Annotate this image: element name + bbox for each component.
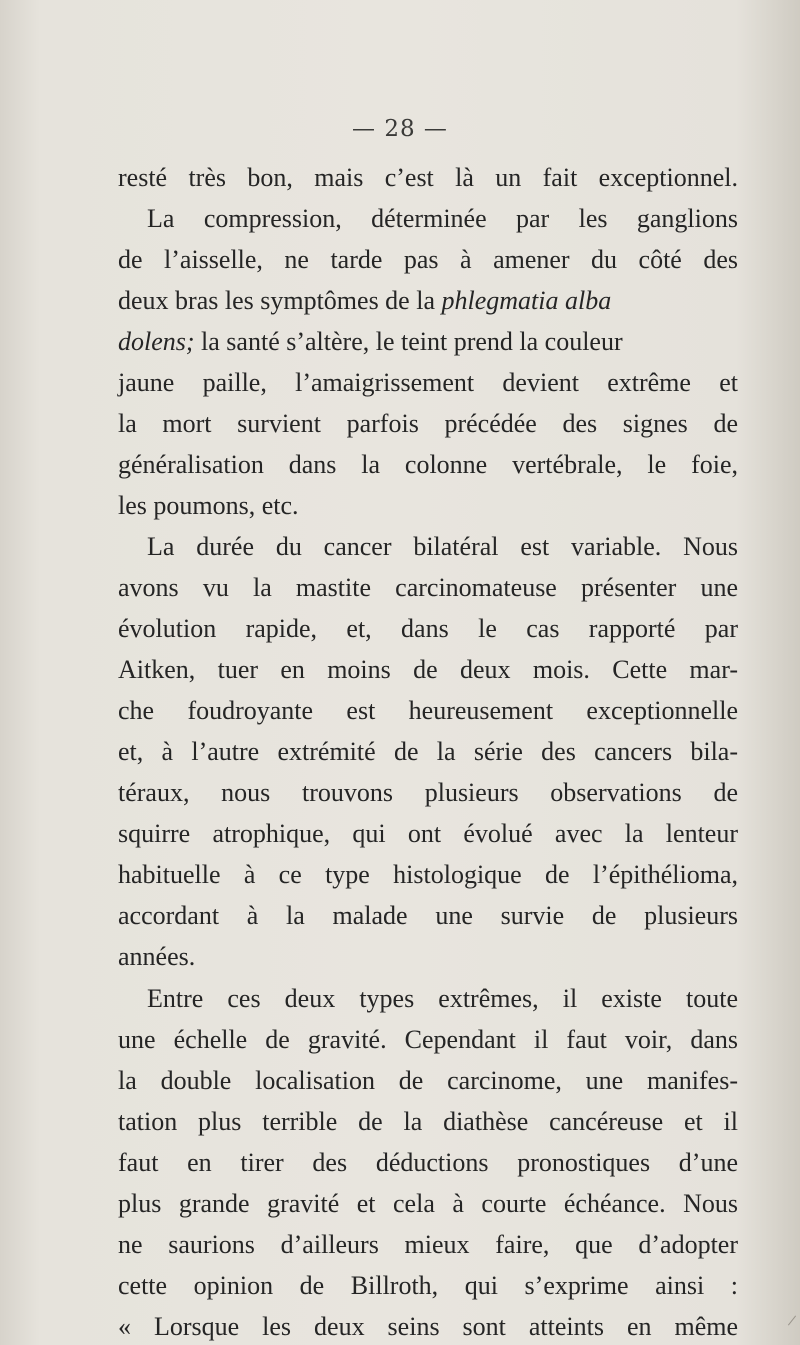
text-line: ne saurions d’ailleurs mieux faire, que d’adopter bbox=[118, 1230, 738, 1259]
text-line: accordant à la malade une survie de plusieurs bbox=[118, 901, 738, 930]
text-line: la mort survient parfois précédée des signes de bbox=[118, 409, 738, 438]
text-line: téraux, nous trouvons plusieurs observations de bbox=[118, 778, 738, 807]
text-line: La durée du cancer bilatéral est variable. Nous bbox=[147, 532, 738, 561]
text-line: les poumons, etc. bbox=[118, 491, 299, 520]
text-line: che foudroyante est heureusement exceptionnelle bbox=[118, 696, 738, 725]
text-line: faut en tirer des déductions pronostiques d’une bbox=[118, 1148, 738, 1177]
text-segment: la santé s’altère, le teint prend la couleur bbox=[194, 327, 623, 356]
text-line: une échelle de gravité. Cependant il faut voir, dans bbox=[118, 1025, 738, 1054]
text-line: évolution rapide, et, dans le cas rapporté par bbox=[118, 614, 738, 643]
text-line bbox=[118, 324, 738, 360]
text-line: resté très bon, mais c’est là un fait exceptionnel. bbox=[118, 163, 738, 192]
italic-term: dolens; bbox=[118, 327, 195, 356]
text-line: généralisation dans la colonne vertébrale, le foie, bbox=[118, 450, 738, 479]
text-line bbox=[118, 283, 738, 319]
text-line: avons vu la mastite carcinomateuse présenter une bbox=[118, 573, 738, 602]
text-line: Aitken, tuer en moins de deux mois. Cette mar- bbox=[118, 655, 738, 684]
text-line: « Lorsque les deux seins sont atteints en même bbox=[118, 1312, 738, 1341]
text-line: La compression, déterminée par les ganglions bbox=[147, 204, 738, 233]
page-number: — 28 — bbox=[352, 116, 448, 142]
text-line: Entre ces deux types extrêmes, il existe toute bbox=[147, 984, 738, 1013]
text-line: années. bbox=[118, 942, 196, 971]
text-line: et, à l’autre extrémité de la série des cancers bila- bbox=[118, 737, 738, 766]
text-line: plus grande gravité et cela à courte échéance. Nous bbox=[118, 1189, 738, 1218]
text-line: squirre atrophique, qui ont évolué avec la lenteur bbox=[118, 819, 738, 848]
text-line: de l’aisselle, ne tarde pas à amener du côté des bbox=[118, 245, 738, 274]
text-line: tation plus terrible de la diathèse cancéreuse et il bbox=[118, 1107, 738, 1136]
italic-term: phlegmatia alba bbox=[441, 286, 612, 315]
text-line: la double localisation de carcinome, une manifes- bbox=[118, 1066, 738, 1095]
text-line: habituelle à ce type histologique de l’épithélioma, bbox=[118, 860, 738, 889]
text-line: cette opinion de Billroth, qui s’exprime ainsi : bbox=[118, 1271, 738, 1300]
text-line: jaune paille, l’amaigrissement devient extrême et bbox=[118, 368, 738, 397]
text-segment: deux bras les symptômes de la bbox=[118, 286, 442, 315]
